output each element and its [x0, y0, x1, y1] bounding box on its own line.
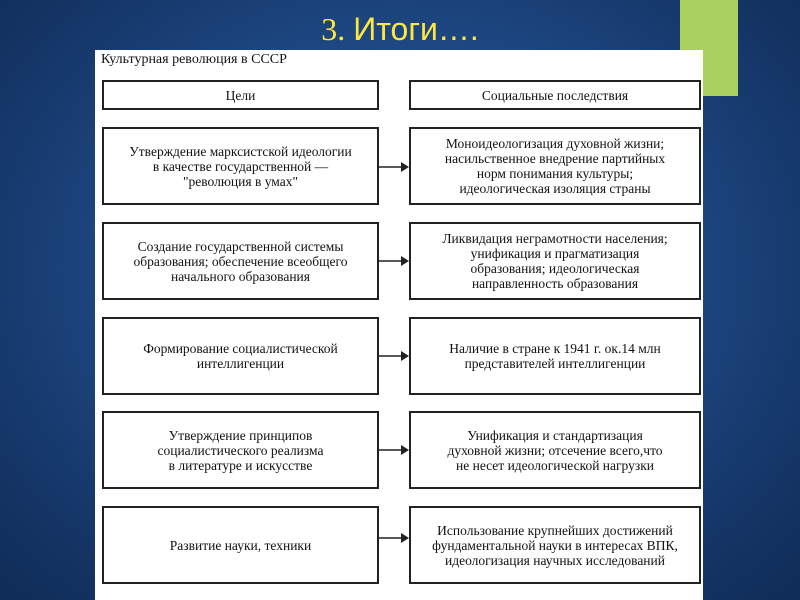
diagram-heading: Культурная революция в СССР [101, 52, 287, 67]
goal-box-5 [102, 506, 379, 584]
consequences-header-box [409, 80, 701, 110]
goal-text-2: Создание государственной системы образования; обеспечение всеобщего начального образования [133, 238, 348, 284]
goal-text-4: Утверждение принципов социалистического реализма в литературе и искусстве [157, 427, 324, 473]
consequence-box-3 [409, 317, 701, 395]
consequence-box-5 [409, 506, 701, 584]
consequences-header: Социальные последствия [481, 87, 629, 103]
consequence-text-4: Унификация и стандартизация духовной жизни; отсечение всего,что не несет идеологической нагрузки [447, 427, 663, 473]
goal-text-3: Формирование социалистической интеллигенции [143, 341, 338, 371]
arrow-right-icon [379, 440, 409, 460]
goals-header-box [102, 80, 379, 110]
goal-box-3 [102, 317, 379, 395]
consequence-box-4 [409, 411, 701, 489]
goal-box-4 [102, 411, 379, 489]
goals-header: Цели [225, 87, 256, 103]
slide-title-text: Итоги…. [353, 11, 479, 47]
goal-text-5: Развитие науки, техники [169, 537, 312, 553]
consequence-text-2: Ликвидация неграмотности населения; унификация и прагматизация образования; идеологическая направленность образования [442, 231, 668, 291]
arrow-right-icon [379, 157, 409, 177]
consequence-box-2 [409, 222, 701, 300]
arrow-right-icon [379, 251, 409, 271]
goal-box-2 [102, 222, 379, 300]
arrow-right-icon [379, 346, 409, 366]
consequence-text-3: Наличие в стране к 1941 г. ок.14 млн представителей интеллигенции [449, 341, 661, 371]
diagram-panel [95, 50, 703, 600]
goal-box-1 [102, 127, 379, 205]
goal-text-1: Утверждение марксистской идеологии в качестве государственной — "революция в умах" [129, 143, 352, 189]
slide-title-number: 3. [321, 11, 346, 47]
slide-title [0, 4, 800, 54]
arrow-right-icon [379, 528, 409, 548]
consequence-text-1: Моноидеологизация духовной жизни; насильственное внедрение партийных норм понимания культуры; идеологическая изоляция страны [444, 136, 666, 196]
consequence-text-5: Использование крупнейших достижений фундаментальной науки в интересах ВПК, идеологизация научных исследований [432, 522, 678, 568]
consequence-box-1 [409, 127, 701, 205]
